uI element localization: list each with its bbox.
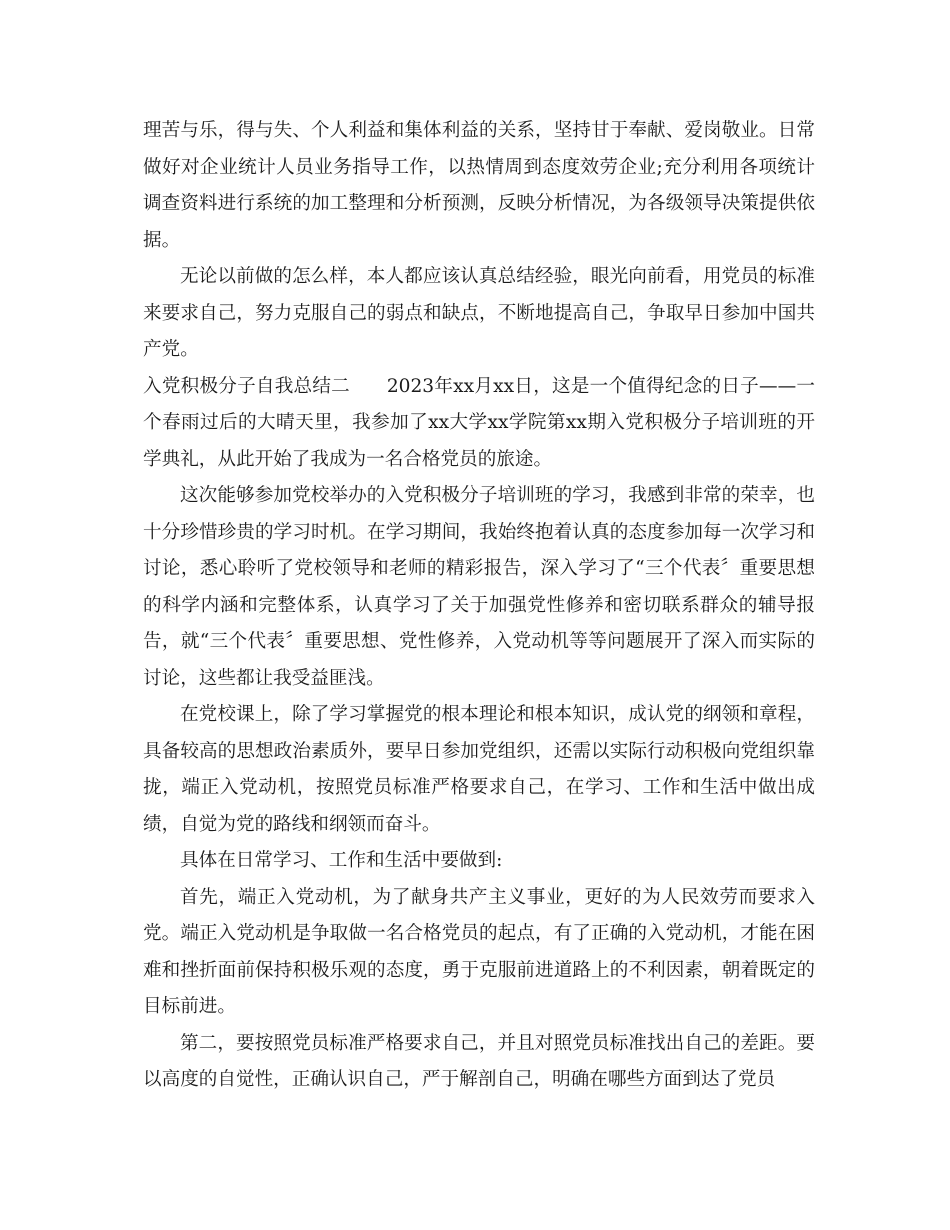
paragraph-1 <box>143 113 815 259</box>
section-heading: 入党积极分子自我总结二 <box>143 375 350 397</box>
paragraph-4 <box>143 478 815 697</box>
paragraph-text: 第二，要按照党员标准严格要求自己，并且对照党员标准找出自己的差距。要以高度的自觉性，正确认识自己，严于解剖自己，明确在哪些方面到达了党员 <box>143 1032 815 1090</box>
paragraph-3 <box>143 369 815 479</box>
paragraph-2 <box>143 259 815 369</box>
paragraph-6 <box>143 843 815 880</box>
paragraph-text: 这次能够参加党校举办的入党积极分子培训班的学习，我感到非常的荣幸，也十分珍惜珍贵的学习时机。在学习期间，我始终抱着认真的态度参加每一次学习和讨论，悉心聆听了党校领导和老师的精彩报告，深入学习了“三个代表〞重要思想的科学内涵和完整体系，认真学习了关于加强党性修养和密切联系群众的辅导报告，就“三个代表〞重要思想、党性修养，入党动机等等问题展开了深入而实际的讨论，这些都让我受益匪浅。 <box>143 485 815 689</box>
heading-gap <box>350 376 387 397</box>
paragraph-5 <box>143 697 815 843</box>
paragraph-8 <box>143 1026 815 1099</box>
paragraph-7 <box>143 880 815 1026</box>
paragraph-text: 首先，端正入党动机，为了献身共产主义事业，更好的为人民效劳而要求入党。端正入党动机是争取做一名合格党员的起点，有了正确的入党动机，才能在困难和挫折面前保持积极乐观的态度，勇于克服前进道路上的不利因素，朝着既定的目标前进。 <box>143 886 815 1017</box>
paragraph-text: 理苦与乐，得与失、个人利益和集体利益的关系，坚持甘于奉献、爱岗敬业。日常做好对企业统计人员业务指导工作，以热情周到态度效劳企业;充分利用各项统计调查资料进行系统的加工整理和分析预测，反映分析情况，为各级领导决策提供依据。 <box>143 120 815 251</box>
paragraph-text: 在党校课上，除了学习掌握党的根本理论和根本知识，成认党的纲领和章程，具备较高的思想政治素质外，要早日参加党组织，还需以实际行动积极向党组织靠拢，端正入党动机，按照党员标准严格要求自己，在学习、工作和生活中做出成绩，自觉为党的路线和纲领而奋斗。 <box>143 704 815 835</box>
paragraph-text: 2023年xx月xx日，这是一个值得纪念的日子——一个春雨过后的大晴天里，我参加了xx大学xx学院第xx期入党积极分子培训班的开学典礼，从此开始了我成为一名合格党员的旅途。 <box>143 375 816 470</box>
paragraph-text: 具体在日常学习、工作和生活中要做到: <box>180 850 503 871</box>
paragraph-text: 无论以前做的怎么样，本人都应该认真总结经验，眼光向前看，用党员的标准来要求自己，努力克服自己的弱点和缺点，不断地提高自己，争取早日参加中国共产党。 <box>143 266 815 360</box>
document-body <box>143 113 815 1099</box>
